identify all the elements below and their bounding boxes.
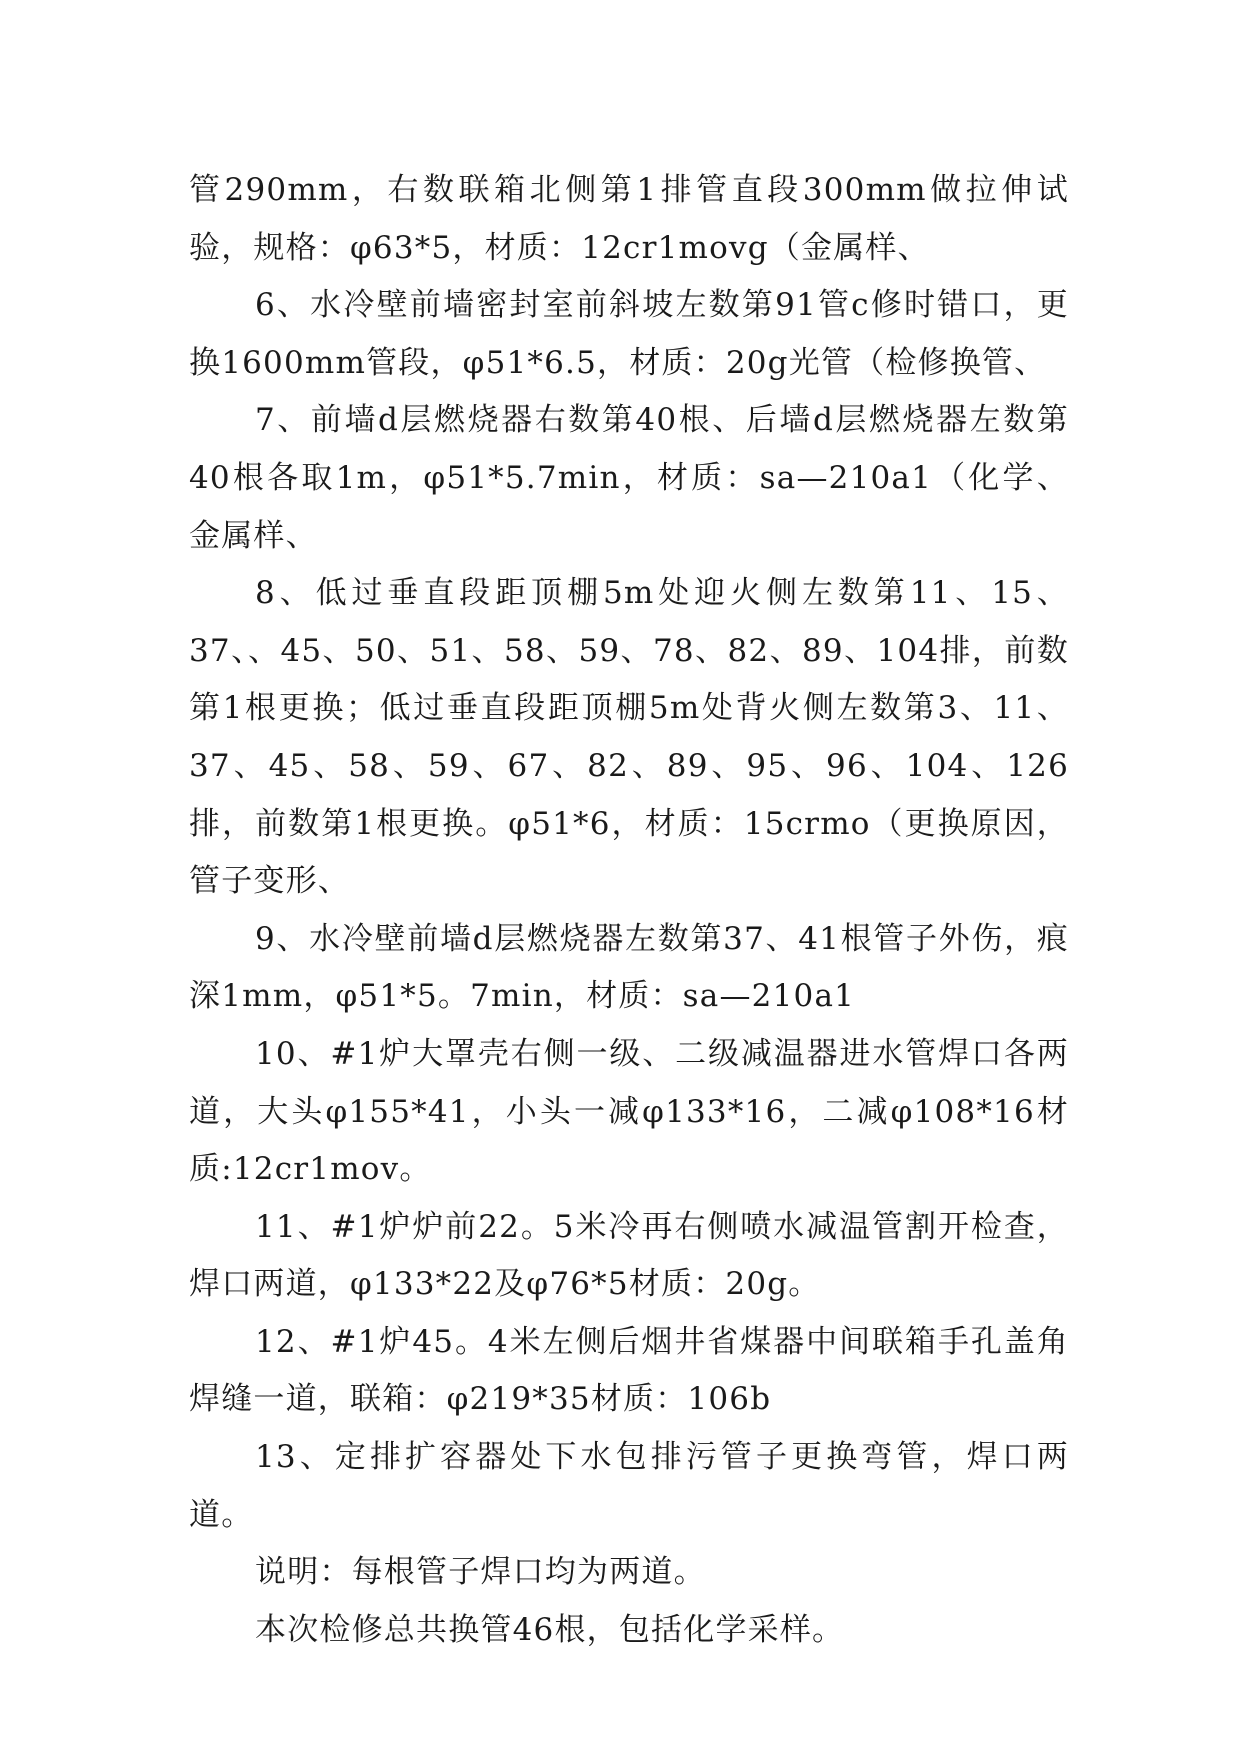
paragraph-item-10: 10、#1炉大罩壳右侧一级、二级减温器进水管焊口各两道，大头φ155*41，小头一减φ133*16，二减φ108*16材质:12cr1mov。 xyxy=(189,1035,1069,1188)
paragraph-item-6: 6、水冷壁前墙密封室前斜坡左数第91管c修时错口，更换1600mm管段，φ51*6.5，材质：20g光管（检修换管、 xyxy=(189,287,1069,381)
paragraph-item-7: 7、前墙d层燃烧器右数第40根、后墙d层燃烧器左数第40根各取1m，φ51*5.7min，材质：sa—210a1（化学、金属样、 xyxy=(189,402,1069,554)
paragraph-item-8: 8、低过垂直段距顶棚5m处迎火侧左数第11、15、37、、45、50、51、58、59、78、82、89、104排，前数第1根更换；低过垂直段距顶棚5m处背火侧左数第3、11、37、45、58、59、67、82、89、95、96、104、126排，前数第1根更换。φ51*6，材质：15crmo（更换原因，管子变形、 xyxy=(189,575,1069,900)
paragraph-note: 说明：每根管子焊口均为两道。 xyxy=(255,1554,706,1591)
paragraph-item-13: 13、定排扩容器处下水包排污管子更换弯管，焊口两道。 xyxy=(189,1439,1069,1533)
paragraph-item-9: 9、水冷壁前墙d层燃烧器左数第37、41根管子外伤，痕深1mm，φ51*5。7min，材质：sa—210a1 xyxy=(189,920,1069,1015)
document-body xyxy=(189,162,1069,1659)
paragraph-item-12: 12、#1炉45。4米左侧后烟井省煤器中间联箱手孔盖角焊缝一道，联箱：φ219*35材质：106b xyxy=(189,1323,1069,1418)
paragraph-continuation: 管290mm，右数联箱北侧第1排管直段300mm做拉伸试验，规格：φ63*5，材质：12cr1movg（金属样、 xyxy=(189,172,1069,266)
paragraph-item-11: 11、#1炉炉前22。5米冷再右侧喷水减温管割开检查，焊口两道，φ133*22及φ76*5材质：20g。 xyxy=(189,1208,1069,1303)
paragraph-summary: 本次检修总共换管46根，包括化学采样。 xyxy=(255,1611,845,1648)
